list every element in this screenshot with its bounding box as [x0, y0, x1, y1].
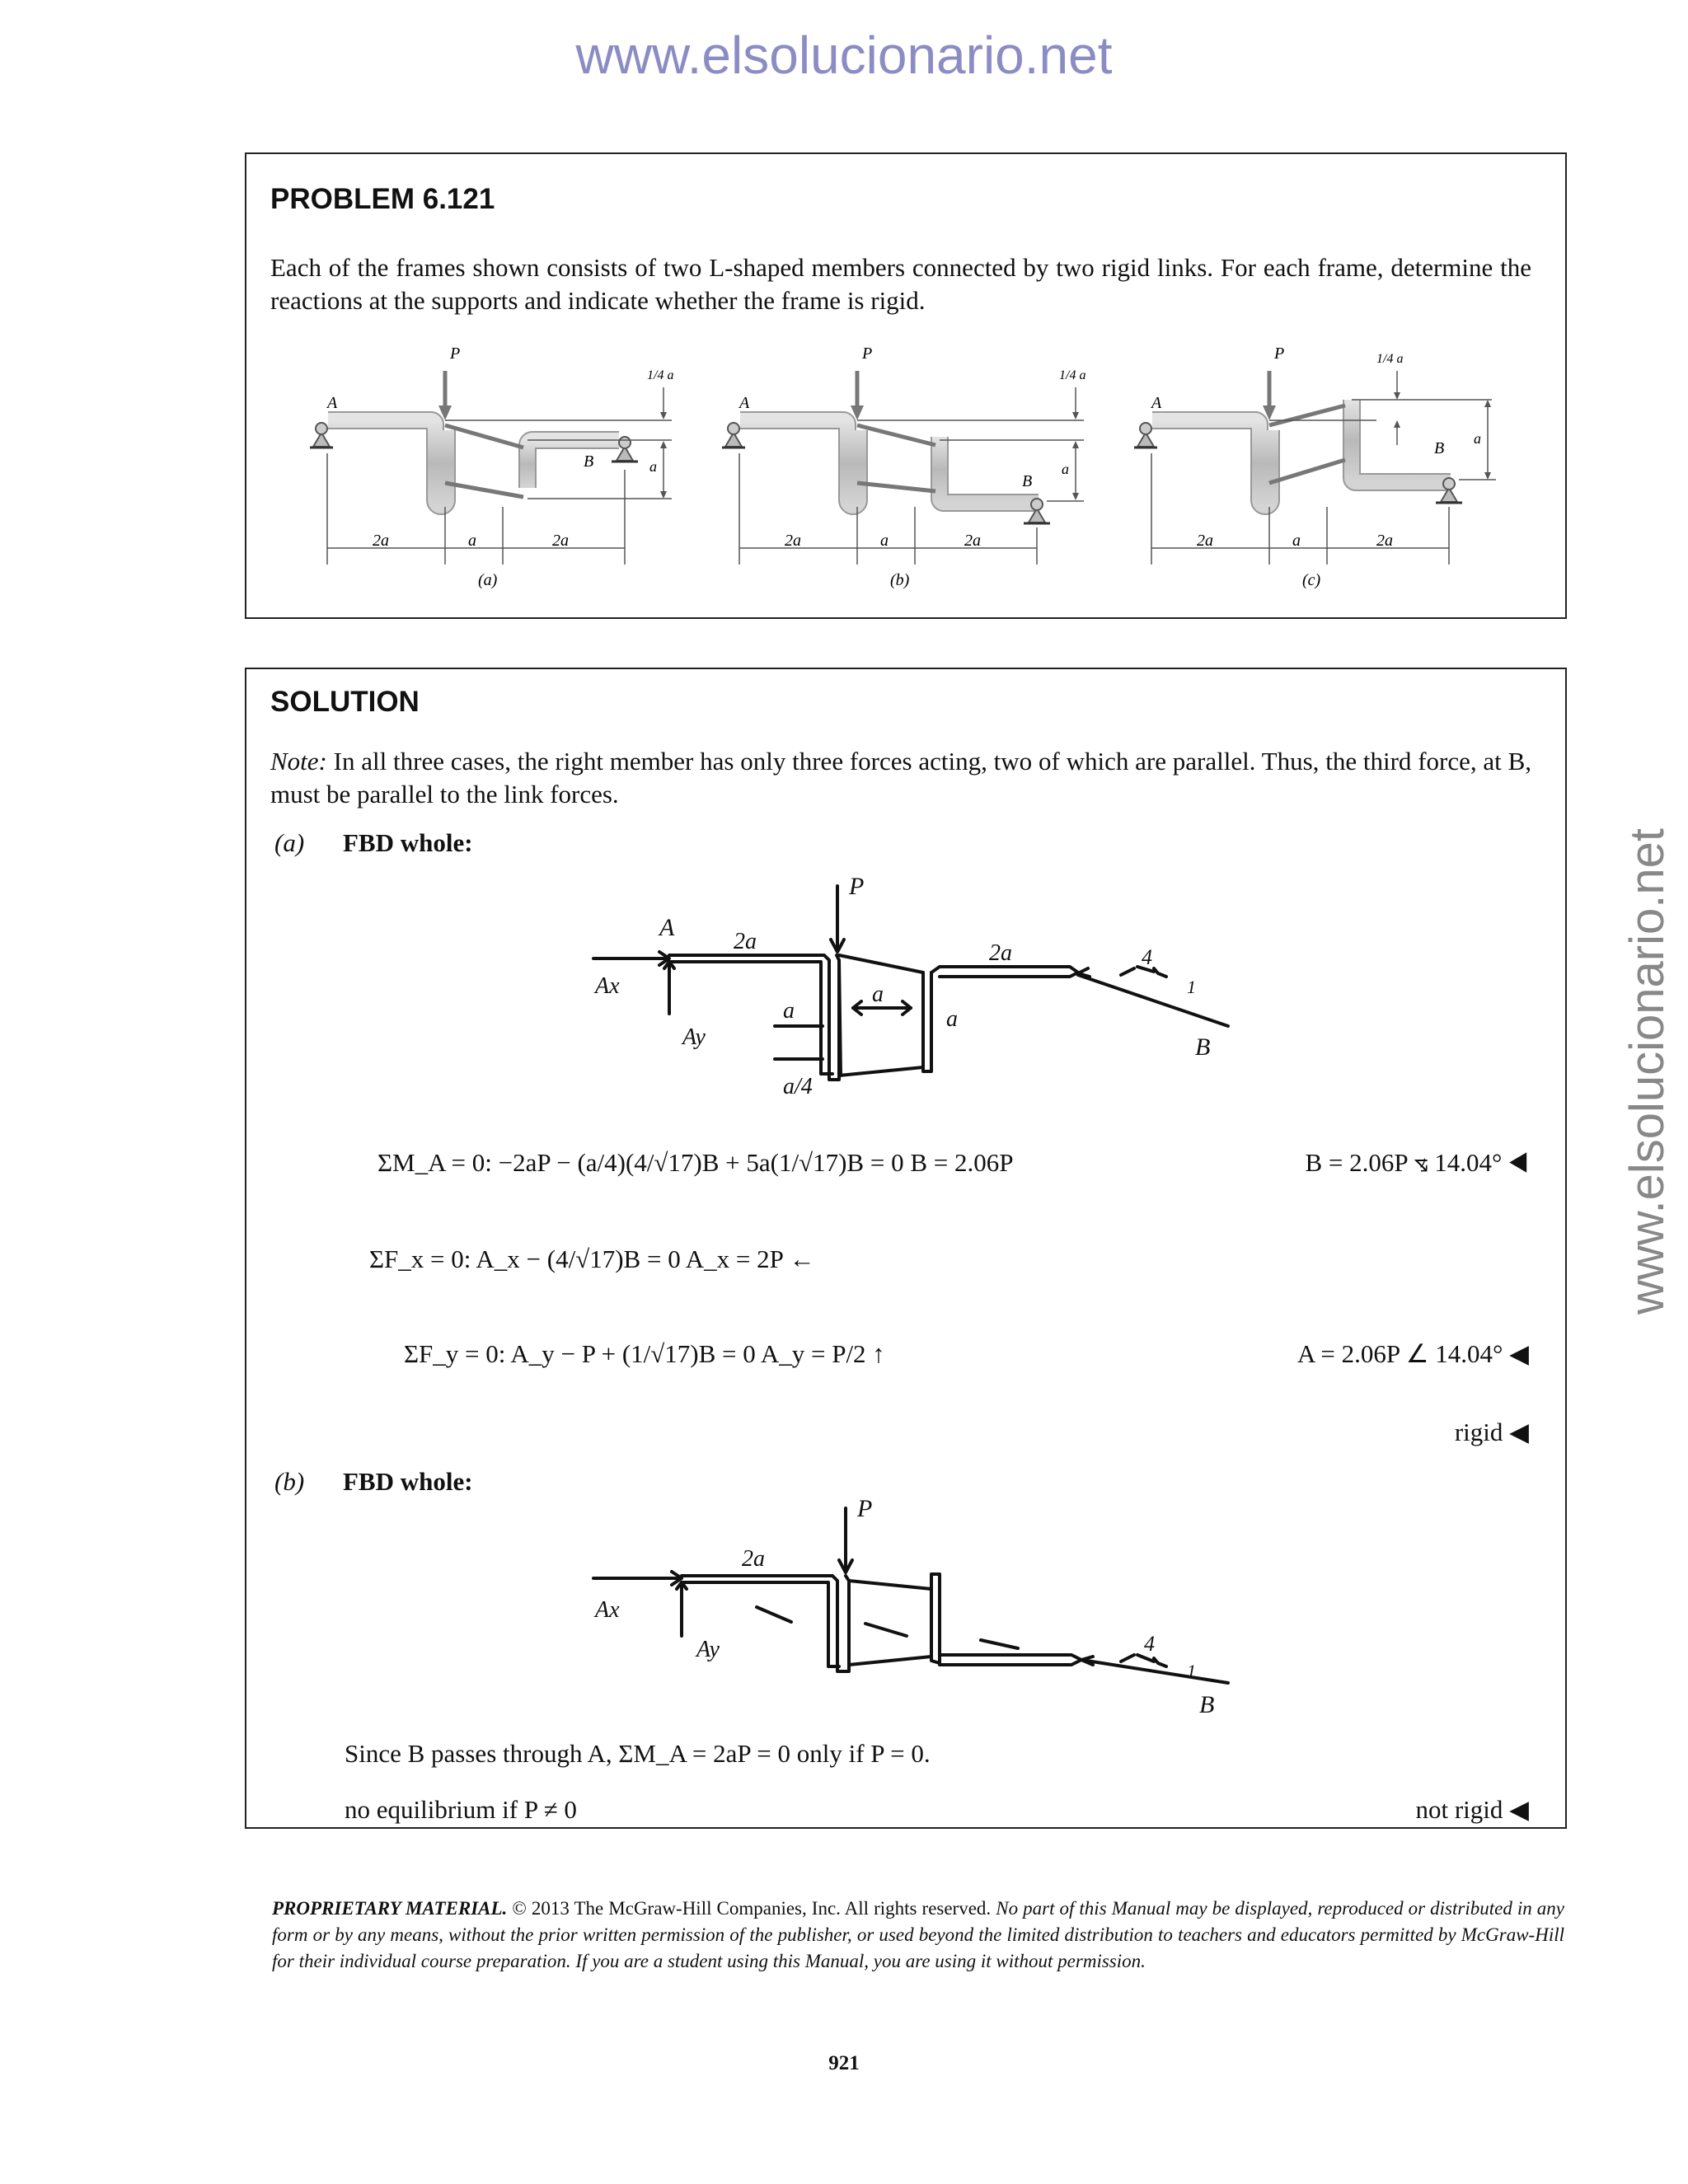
- fig-b-label-2a-right: 2a: [964, 532, 981, 550]
- fig-c-label-a: a: [1474, 430, 1481, 447]
- part-a-tag: (a): [274, 828, 305, 857]
- fig-b-label-a: a: [1062, 461, 1069, 477]
- fig-a-label-B: B: [584, 452, 594, 471]
- eq-fx-a: ΣF_x = 0: A_x − (4/√17)B = 0 A_x = 2P ←: [369, 1244, 815, 1273]
- fig-b-label-2a-left: 2a: [785, 532, 801, 550]
- problem-statement: Each of the frames shown consists of two L-shaped members connected by two rigid links. For each frame, determine the reactions at the supports and indicate whether the frame is rigid.: [270, 253, 1531, 315]
- answer-A: A = 2.06P ∠ 14.04° ◀: [1296, 1339, 1529, 1368]
- fbd-b-sketch: [577, 1492, 1236, 1714]
- fbd-a-P: P: [849, 873, 865, 900]
- watermark-side[interactable]: www.elsolucionario.net: [1620, 828, 1674, 1315]
- footer-rights: © 2013 The McGraw-Hill Companies, Inc. All rights reserved.: [512, 1898, 992, 1919]
- no-equilibrium-text: no equilibrium if P ≠ 0: [345, 1795, 577, 1824]
- fig-a-label-A: A: [327, 394, 338, 412]
- fig-c-label-B: B: [1434, 439, 1445, 457]
- fbd-a-a4: a/4: [783, 1074, 813, 1099]
- fbd-a-Ax: Ax: [595, 973, 620, 999]
- fbd-a-A: A: [659, 914, 675, 941]
- fbd-a-2a-left: 2a: [734, 929, 757, 954]
- page-number: 921: [828, 2052, 860, 2074]
- fig-a-label-quarter: 1/4 a: [647, 368, 674, 382]
- solution-title: SOLUTION: [270, 686, 420, 718]
- part-a-heading: FBD whole:: [343, 828, 473, 857]
- solution-note: [270, 745, 1531, 811]
- fig-c-label-2a-right: 2a: [1376, 532, 1393, 550]
- fig-b-caption: (b): [890, 571, 910, 589]
- fbd-b-Ax: Ax: [595, 1597, 620, 1623]
- fbd-b-Ay: Ay: [696, 1637, 720, 1662]
- problem-title: PROBLEM 6.121: [270, 183, 495, 215]
- fbd-b-four: 4: [1144, 1632, 1155, 1656]
- fbd-a-a-mid: a: [872, 982, 884, 1007]
- fig-b-label-A: A: [739, 394, 750, 412]
- verdict-b: not rigid ◀: [1415, 1795, 1529, 1824]
- fig-c-label-quarter: 1/4 a: [1376, 352, 1404, 366]
- watermark-top[interactable]: www.elsolucionario.net: [575, 26, 1113, 85]
- fbd-b-B: B: [1199, 1691, 1215, 1714]
- part-b-heading: FBD whole:: [343, 1467, 473, 1496]
- fbd-b-P: P: [857, 1495, 873, 1522]
- eq-fy-a: ΣF_y = 0: A_y − P + (1/√17)B = 0 A_y = P/2 ↑: [404, 1339, 885, 1368]
- fig-c-caption: (c): [1302, 571, 1321, 589]
- fbd-a-sketch: [577, 869, 1236, 1104]
- fbd-b-2a: 2a: [742, 1546, 765, 1572]
- eq-moment-a: ΣM_A = 0: −2aP − (a/4)(4/√17)B + 5a(1/√17)B = 0 B = 2.06P: [377, 1148, 1014, 1177]
- part-b-tag: (b): [274, 1467, 305, 1496]
- fbd-a-2a-right: 2a: [989, 940, 1012, 966]
- since-text: Since B passes through A, ΣM_A = 2aP = 0 only if P = 0.: [345, 1739, 931, 1768]
- footer-restriction: No part of this Manual may be displayed, reproduced or distributed in any form or by any means, without the prior written permission of the publisher, or used beyond the limited distribution to teachers and educators permitted by McGraw-Hill for their individual course preparation. If you are a student using this Manual, you are using it without permission.: [272, 1898, 1565, 1971]
- fig-a-label-P: P: [450, 344, 461, 363]
- note-text: In all three cases, the right member has only three forces acting, two of which are parallel. Thus, the third force, at B, must be parallel to the link forces.: [270, 747, 1531, 808]
- fbd-b-one: 1: [1187, 1661, 1196, 1681]
- footer-lead: PROPRIETARY MATERIAL.: [272, 1898, 508, 1919]
- fbd-a-one: 1: [1187, 977, 1196, 997]
- footer: [272, 1896, 1564, 1975]
- fig-a-label-2a-left: 2a: [373, 532, 389, 550]
- fig-a-caption: (a): [478, 571, 498, 589]
- fbd-a-four: 4: [1142, 945, 1152, 969]
- frame-c: [1134, 344, 1496, 589]
- fbd-a-Ay: Ay: [682, 1024, 706, 1050]
- fig-c-label-P: P: [1274, 344, 1285, 363]
- fig-a-label-2a-right: 2a: [552, 532, 569, 550]
- answer-B: B = 2.06P ⦪ 14.04° ◀: [1305, 1148, 1529, 1177]
- fig-b-label-B: B: [1022, 472, 1033, 490]
- problem-figure: [280, 338, 1500, 602]
- verdict-a: rigid ◀: [1454, 1418, 1529, 1446]
- fig-b-label-a-mid: a: [880, 532, 889, 550]
- fig-c-label-A: A: [1151, 394, 1162, 412]
- fbd-a-a-left: a: [783, 998, 795, 1024]
- fig-c-label-2a-left: 2a: [1197, 532, 1213, 550]
- fig-a-label-a: a: [649, 458, 657, 475]
- fig-b-label-quarter: 1/4 a: [1059, 368, 1086, 382]
- fig-c-label-a-mid: a: [1292, 532, 1301, 550]
- fbd-a-B: B: [1195, 1033, 1211, 1061]
- frame-b: [722, 344, 1085, 589]
- note-label: Note:: [270, 747, 327, 776]
- fig-a-label-a-mid: a: [468, 532, 476, 550]
- fig-b-label-P: P: [862, 344, 873, 363]
- fbd-a-a-right: a: [946, 1006, 958, 1032]
- frame-a: [310, 344, 673, 589]
